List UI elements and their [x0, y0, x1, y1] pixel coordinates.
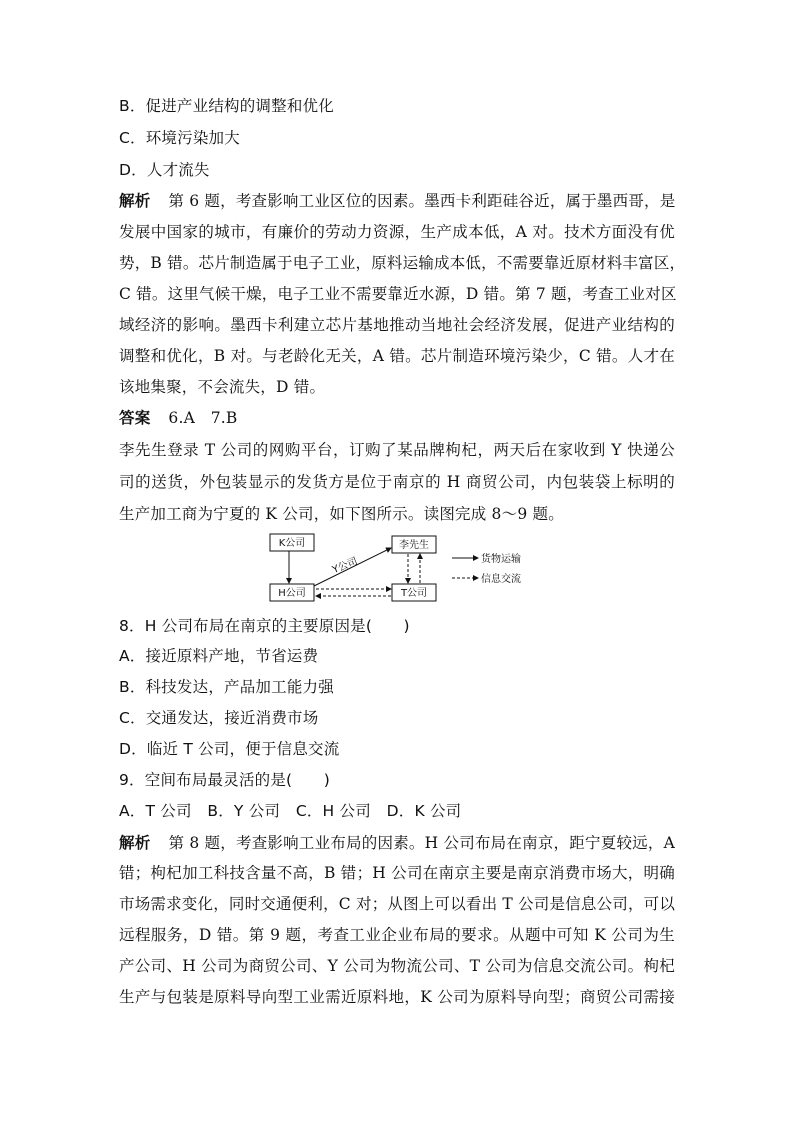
question-8-option-d: D．临近 T 公司，便于信息交流 [119, 740, 340, 758]
option-b-previous: B．促进产业结构的调整和优化 [119, 97, 334, 115]
analysis-label: 解析 [119, 192, 151, 210]
analysis-2-line-2: 错；枸杞加工科技含量不高，B 错；H 公司在南京主要是南京消费市场大，明确 [119, 864, 675, 882]
intro-line-2: 司的送货，外包装显示的发货方是位于南京的 H 商贸公司，内包装袋上标明的 [119, 473, 675, 491]
analysis-1-line-3: 势，B 错。芯片制造属于电子工业，原料运输成本低，不需要靠近原材料丰富区， [119, 254, 686, 272]
analysis-2-line-3: 市场需求变化，同时交通便利，C 对；从图上可以看出 T 公司是信息公司，可以 [119, 895, 676, 913]
analysis-1-line-2: 发展中国家的城市，有廉价的劳动力资源，生产成本低，A 对。技术方面没有优 [119, 223, 675, 241]
analysis-1-line-6: 调整和优化，B 对。与老龄化无关，A 错。芯片制造环境污染少，C 错。人才在 [119, 347, 675, 365]
h-company-label: H公司 [278, 588, 306, 599]
question-8: 8．H 公司布局在南京的主要原因是( ) [119, 617, 410, 635]
li-label: 李先生 [399, 540, 429, 551]
analysis-2-line-5: 产公司、H 公司为商贸公司、Y 公司为物流公司、T 公司为信息交流公司。枸杞 [119, 957, 675, 975]
supply-chain-diagram [262, 530, 562, 605]
analysis-1-line-7: 该地集聚，不会流失，D 错。 [119, 378, 326, 396]
analysis-2-label: 解析 [119, 834, 151, 852]
question-9: 9．空间布局最灵活的是( ) [119, 771, 330, 789]
answer-line [119, 408, 237, 428]
question-8-option-b: B．科技发达，产品加工能力强 [119, 678, 334, 696]
analysis-2-text: 第 8 题，考查影响工业布局的因素。H 公司布局在南京，距宁夏较远，A [168, 834, 676, 852]
k-company-label: K公司 [278, 538, 306, 549]
t-company-label: T公司 [400, 588, 428, 599]
y-company-label: Y公司 [331, 556, 360, 577]
analysis-text: 第 6 题，考查影响工业区位的因素。墨西卡利距硅谷近，属于墨西哥，是 [168, 192, 676, 210]
intro-line-3: 生产加工商为宁夏的 K 公司，如下图所示。读图完成 8～9 题。 [119, 505, 564, 523]
option-d-previous: D．人才流失 [119, 161, 210, 179]
question-9-options: A．T 公司 B．Y 公司 C．H 公司 D．K 公司 [119, 802, 462, 820]
answer-text: 6.A 7.B [168, 409, 238, 427]
answer-label: 答案 [119, 409, 151, 427]
analysis-1-line-5: 域经济的影响。墨西卡利建立芯片基地推动当地社会经济发展，促进产业结构的 [119, 316, 675, 334]
question-8-option-c: C．交通发达，接近消费市场 [119, 709, 319, 727]
analysis-2-line-6: 生产与包装是原料导向型工业需近原料地，K 公司为原料导向型；商贸公司需接 [119, 988, 675, 1006]
question-8-option-a: A．接近原料产地，节省运费 [119, 647, 319, 665]
analysis-2-line-4: 远程服务，D 错。第 9 题，考查工业企业布局的要求。从题中可知 K 公司为生 [119, 926, 675, 944]
option-c-previous: C．环境污染加大 [119, 129, 240, 147]
analysis-1-line-1 [119, 191, 675, 211]
analysis-1-line-4: C 错。这里气候干燥，电子工业不需要靠近水源，D 错。第 7 题，考查工业对区 [119, 285, 677, 303]
analysis-2-line-1 [119, 833, 675, 853]
legend-goods-label: 货物运输 [481, 554, 521, 565]
legend-info-label: 信息交流 [481, 574, 521, 585]
intro-line-1: 李先生登录 T 公司的网购平台，订购了某品牌枸杞，两天后在家收到 Y 快递公 [119, 441, 675, 459]
